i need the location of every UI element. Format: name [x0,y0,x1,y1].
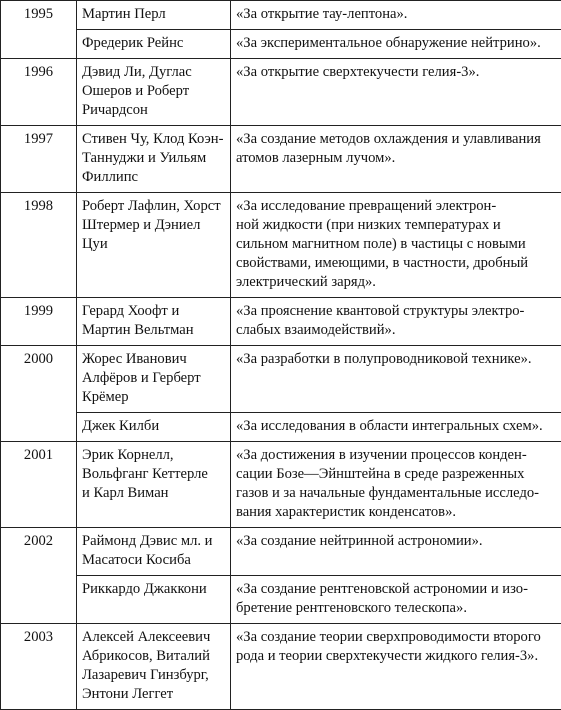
year-cell: 1999 [1,298,77,346]
laureate-line: Абрикосов, Виталий [82,647,225,666]
laureate-cell [77,576,231,624]
table-row [1,576,561,624]
reason-cell [231,126,561,193]
laureate-line: Алексей Алексеевич [82,628,225,647]
reason-cell [231,442,561,528]
reason-cell [231,624,561,710]
reason-line: электрический заряд». [236,273,556,292]
year-cell: 2003 [1,624,77,710]
reason-line: «За исследования в области интегральных схем». [236,417,556,436]
reason-line: слабых взаимодействий». [236,321,556,340]
year-cell: 1995 [1,1,77,59]
table-row [1,442,561,528]
table-row [1,528,561,576]
laureate-cell [77,346,231,413]
table-row [1,346,561,413]
laureate-line: Фредерик Рейнс [82,34,225,53]
reason-cell [231,576,561,624]
reason-line: вания характеристик конденсатов». [236,503,556,522]
laureate-line: Филлипс [82,168,225,187]
laureate-cell [77,1,231,30]
laureate-line: Эрик Корнелл, [82,446,225,465]
laureate-line: Герард Хоофт и [82,302,225,321]
laureate-cell [77,442,231,528]
reason-cell [231,193,561,298]
reason-line: газов и за начальные фундаментальные исследо- [236,484,556,503]
reason-line: свойствами, имеющими, в частности, дробный [236,254,556,273]
laureate-line: Дэвид Ли, Дуглас [82,63,225,82]
table-row [1,30,561,59]
reason-cell [231,1,561,30]
year-cell: 2002 [1,528,77,624]
table-body [1,1,561,710]
laureate-cell [77,624,231,710]
year-cell: 2000 [1,346,77,442]
reason-line: «За прояснение квантовой структуры электро- [236,302,556,321]
table-row [1,1,561,30]
laureate-line: Штермер и Дэниел [82,216,225,235]
reason-line: «За достижения в изучении процессов конден- [236,446,556,465]
reason-line: рода и теории сверхтекучести жидкого гелия-3». [236,647,556,666]
reason-line: ной жидкости (при низких температурах и [236,216,556,235]
table-row [1,126,561,193]
laureate-line: и Карл Виман [82,484,225,503]
reason-cell [231,30,561,59]
laureate-line: Алфёров и Герберт [82,369,225,388]
laureate-cell [77,59,231,126]
table-row [1,413,561,442]
laureate-cell [77,126,231,193]
laureate-cell [77,528,231,576]
reason-line: «За создание методов охлаждения и улавливания [236,130,556,149]
laureate-cell [77,413,231,442]
laureate-line: Жорес Иванович [82,350,225,369]
reason-line: «За экспериментальное обнаружение нейтрино». [236,34,556,53]
year-cell: 1996 [1,59,77,126]
laureate-cell [77,298,231,346]
laureate-cell [77,193,231,298]
reason-cell [231,528,561,576]
laureate-line: Ричардсон [82,101,225,120]
laureate-line: Стивен Чу, Клод Коэн- [82,130,225,149]
laureate-line: Таннуджи и Уильям [82,149,225,168]
laureate-line: Масатоси Косиба [82,551,225,570]
laureate-line: Ошеров и Роберт [82,82,225,101]
table-row [1,298,561,346]
laureate-line: Вольфганг Кеттерле [82,465,225,484]
table-row [1,59,561,126]
laureate-line: Лазаревич Гинзбург, [82,666,225,685]
reason-cell [231,298,561,346]
reason-line: сильном магнитном поле) в частицы с новыми [236,235,556,254]
reason-line: «За исследование превращений электрон- [236,197,556,216]
reason-line: «За создание рентгеновской астрономии и изо- [236,580,556,599]
laureate-cell [77,30,231,59]
year-cell: 2001 [1,442,77,528]
table-row [1,624,561,710]
laureate-line: Мартин Вельтман [82,321,225,340]
laureate-line: Раймонд Дэвис мл. и [82,532,225,551]
year-cell: 1998 [1,193,77,298]
table-row [1,193,561,298]
year-cell: 1997 [1,126,77,193]
laureate-line: Энтони Леггет [82,685,225,704]
reason-line: «За создание нейтринной астрономии». [236,532,556,551]
laureate-line: Роберт Лафлин, Хорст [82,197,225,216]
reason-line: «За открытие сверхтекучести гелия-3». [236,63,556,82]
reason-line: «За создание теории сверхпроводимости второго [236,628,556,647]
laureate-line: Мартин Перл [82,5,225,24]
laureate-line: Риккардо Джаккони [82,580,225,599]
laureate-line: Цуи [82,235,225,254]
reason-line: «За разработки в полупроводниковой технике». [236,350,556,369]
reason-line: атомов лазерным лучом». [236,149,556,168]
reason-cell [231,413,561,442]
reason-line: сации Бозе—Эйнштейна в среде разреженных [236,465,556,484]
reason-line: «За открытие тау-лептона». [236,5,556,24]
reason-cell [231,346,561,413]
reason-line: бретение рентгеновского телескопа». [236,599,556,618]
laureate-line: Джек Килби [82,417,225,436]
laureate-line: Крёмер [82,388,225,407]
reason-cell [231,59,561,126]
